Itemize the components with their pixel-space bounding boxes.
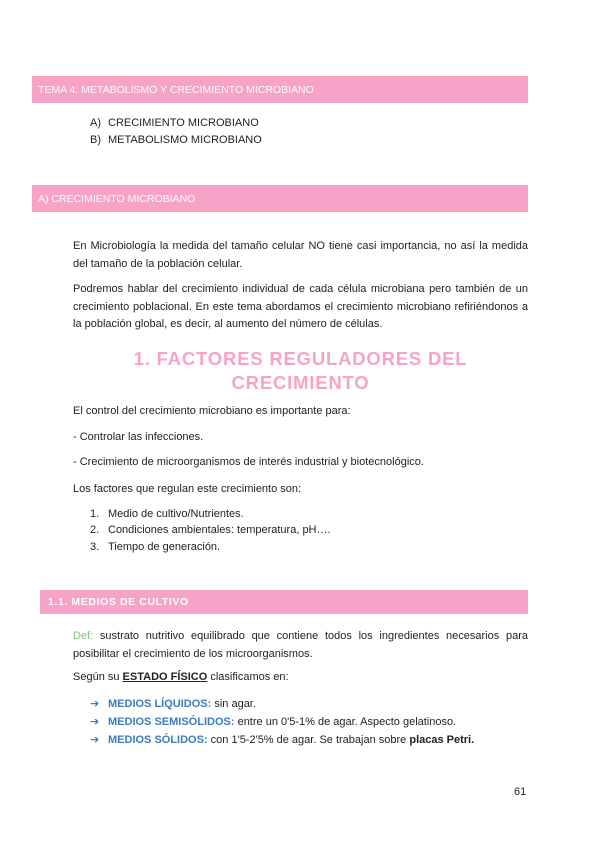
chapter-title: TEMA 4: METABOLISMO Y CRECIMIENTO MICROBIANO <box>38 83 314 96</box>
text-line: - Crecimiento de microorganismos de interés industrial y biotecnológico. <box>73 456 424 468</box>
factor-item <box>90 508 244 520</box>
section-title: A) CRECIMIENTO MICROBIANO <box>38 192 196 205</box>
toc-text: CRECIMIENTO MICROBIANO <box>108 117 259 129</box>
toc-marker: B) <box>90 134 101 146</box>
definition <box>73 628 528 663</box>
toc-text: METABOLISMO MICROBIANO <box>108 134 262 146</box>
media-text: sin agar. <box>211 698 256 710</box>
media-item <box>90 715 456 728</box>
media-text: entre un 0'5-1% de agar. Aspecto gelatinoso. <box>234 716 457 728</box>
classify-underlined: ESTADO FÍSICO <box>122 671 208 683</box>
section-header-bar <box>32 185 528 212</box>
media-keyword: MEDIOS SÓLIDOS: <box>108 734 208 746</box>
arrow-right-icon: ➔ <box>90 734 100 746</box>
subsection-header-bar <box>40 590 528 614</box>
heading-factores: 1. FACTORES REGULADORES DEL CRECIMIENTO <box>133 348 468 393</box>
classify-line <box>73 671 289 683</box>
toc-item <box>90 134 262 146</box>
media-item <box>90 733 474 746</box>
paragraph: En Microbiología la medida del tamaño celular NO tiene casi importancia, no así la medida del tamaño de la población celular. <box>73 240 528 270</box>
factor-item <box>90 541 220 553</box>
media-item <box>90 697 256 710</box>
media-keyword: MEDIOS LÍQUIDOS: <box>108 698 212 710</box>
text-line: El control del crecimiento microbiano es importante para: <box>73 405 351 417</box>
arrow-right-icon: ➔ <box>90 698 100 710</box>
toc-item <box>90 117 259 129</box>
page-number: 61 <box>514 786 527 798</box>
factor-text: Medio de cultivo/Nutrientes. <box>108 508 244 520</box>
text-line: Los factores que regulan este crecimiento son: <box>73 483 302 495</box>
classify-before: Según su <box>73 671 123 683</box>
classify-after: clasificamos en: <box>207 671 289 683</box>
text-line: - Controlar las infecciones. <box>73 431 204 443</box>
definition-label: Def: <box>73 630 94 642</box>
factor-text: Tiempo de generación. <box>108 541 221 553</box>
factor-marker: 2. <box>90 524 100 536</box>
arrow-right-icon: ➔ <box>90 716 100 728</box>
media-text: con 1'5-2'5% de agar. Se trabajan sobre <box>207 734 410 746</box>
factor-item <box>90 524 331 536</box>
subsection-title: 1.1. MEDIOS DE CULTIVO <box>48 596 189 608</box>
factor-marker: 3. <box>90 541 100 553</box>
toc-marker: A) <box>90 117 101 129</box>
media-bold-tail: placas Petri. <box>409 734 475 746</box>
media-keyword: MEDIOS SEMISÓLIDOS: <box>108 716 235 728</box>
chapter-header-bar <box>32 76 528 103</box>
factor-text: Condiciones ambientales: temperatura, pH…. <box>108 524 331 536</box>
paragraph: Podremos hablar del crecimiento individual de cada célula microbiana pero también de un crecimiento poblacional. En este tema abordamos el crecimiento microbiano refiriéndonos a la población global, es decir, al aumento del número de células. <box>73 283 528 330</box>
factor-marker: 1. <box>90 508 100 520</box>
definition-text: sustrato nutritivo equilibrado que contiene todos los ingredientes necesarios para posibilitar el crecimiento de los microorganismos. <box>73 630 528 660</box>
